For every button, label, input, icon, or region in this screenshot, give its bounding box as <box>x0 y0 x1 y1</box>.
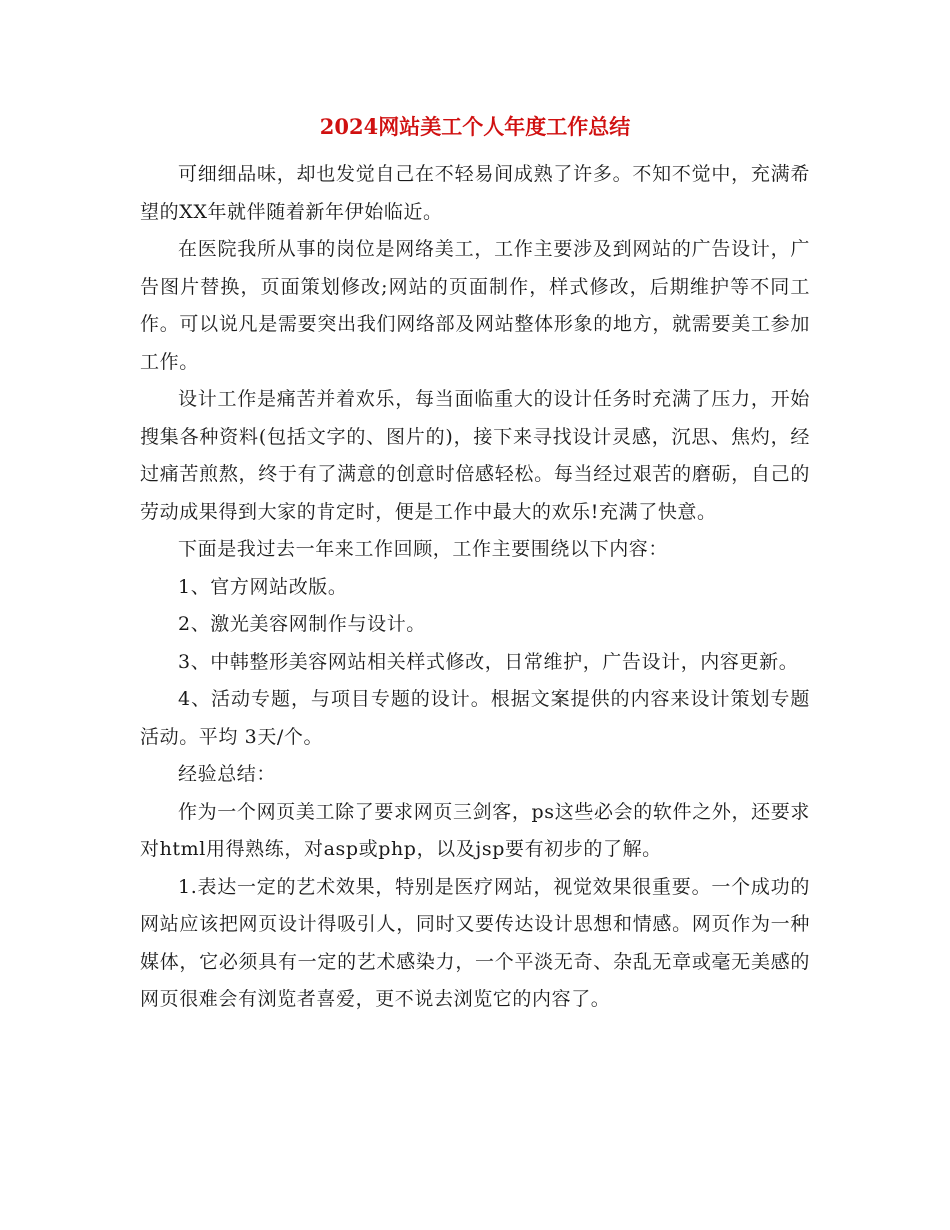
document-title: 2024网站美工个人年度工作总结 <box>319 114 631 139</box>
paragraph-skills: 作为一个网页美工除了要求网页三剑客，ps这些必会的软件之外，还要求对html用得熟练，对asp或php，以及jsp要有初步的了解。 <box>140 800 810 860</box>
list-item-4: 4、活动专题，与项目专题的设计。根据文案提供的内容来设计策划专题活动。平均 3天/个。 <box>140 688 810 748</box>
paragraph-role: 在医院我所从事的岗位是网络美工，工作主要涉及到网站的广告设计，广告图片替换，页面策划修改;网站的页面制作，样式修改，后期维护等不同工作。可以说凡是需要突出我们网络部及网站整体形象的地方，就需要美工参加工作。 <box>140 238 810 373</box>
list-item-3: 3、中韩整形美容网站相关样式修改，日常维护，广告设计，内容更新。 <box>178 650 799 673</box>
section-heading-experience: 经验总结： <box>178 763 277 785</box>
paragraph-design-work: 设计工作是痛苦并着欢乐，每当面临重大的设计任务时充满了压力，开始搜集各种资料(包括文字的、图片的)，接下来寻找设计灵感，沉思、焦灼，经过痛苦煎熬，终于有了满意的创意时倍感轻松。每当经过艰苦的磨砺，自己的劳动成果得到大家的肯定时，便是工作中最大的欢乐!充满了快意。 <box>140 388 810 523</box>
list-item-1: 1、官方网站改版。 <box>178 575 348 598</box>
paragraph-review-intro: 下面是我过去一年来工作回顾，工作主要围绕以下内容： <box>178 538 669 560</box>
paragraph-intro: 可细细品味，却也发觉自己在不轻易间成熟了许多。不知不觉中，充满希望的XX年就伴随着新年伊始临近。 <box>140 163 810 223</box>
list-item-2: 2、激光美容网制作与设计。 <box>178 613 426 635</box>
paragraph-artistic-effect: 1.表达一定的艺术效果，特别是医疗网站，视觉效果很重要。一个成功的网站应该把网页设计得吸引人，同时又要传达设计思想和情感。网页作为一种媒体，它必须具有一定的艺术感染力，一个平淡无奇、杂乱无章或毫无美感的网页很难会有浏览者喜爱，更不说去浏览它的内容了。 <box>140 875 810 1010</box>
